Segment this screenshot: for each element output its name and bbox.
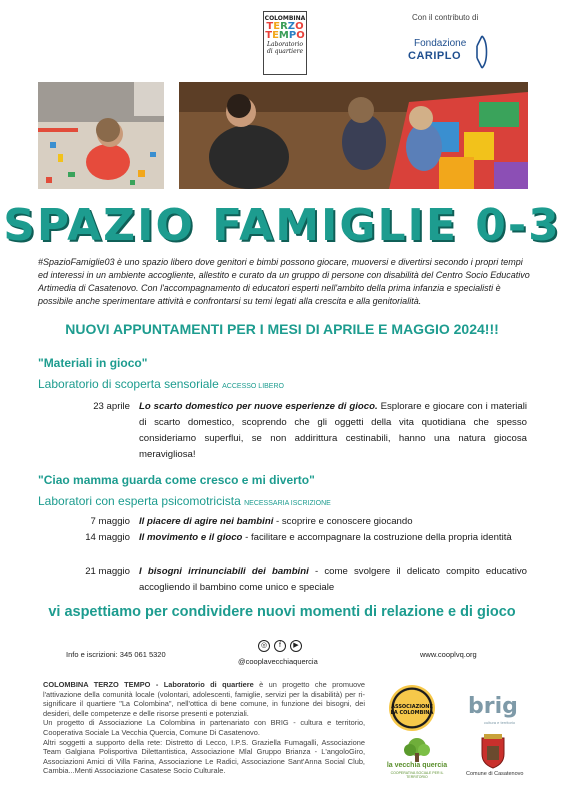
logo-tempo: TEMPO [265,30,305,41]
section-subtitle-sensoriale [38,377,284,391]
logo-terzo: TERZO [266,21,304,32]
access-tag: ACCESSO LIBERO [222,383,284,390]
logo-line-2: di quartiere [266,48,304,55]
appointments-heading: NUOVI APPUNTAMENTI PER I MESI DI APRILE E MAGGIO 2024!!! [65,321,499,337]
cariplo-line-1: Fondazione [414,38,467,49]
event-text: - scoprire e conoscere giocando [273,516,413,527]
cariplo-mark-icon [474,34,490,70]
logo-top-text: COLOMBINA [264,15,306,22]
event-description [139,399,527,463]
event-text: Esplorare e giocare con i materiali di scarto domestico, scoprendo che gli oggetti della vita quotidiana che spesso consideriamo superflui, se non addirittura cestinabili, hanno una natura giocosa meravigliosa! [139,401,527,460]
footer-project-name: COLOMBINA TERZO TEMPO - Laboratorio di quartiere [43,680,254,689]
event-date: 21 maggio [85,566,130,577]
colombina-logo-text: ASSOCIAZIONE LA COLOMBINA [390,704,434,716]
la-vecchia-quercia-logo [382,737,452,777]
comune-label: Comune di Casatenovo [466,771,524,777]
subtitle-text: Laboratorio di scoperta sensoriale [38,377,219,391]
event-title: Lo scarto domestico per nuove esperienze di gioco. [139,401,378,412]
event-date: 7 maggio [90,516,130,527]
event-description [139,564,527,596]
fondazione-cariplo-logo [408,34,498,70]
photo-parents-and-toddlers [179,82,528,189]
subtitle-text: Laboratori con esperta psicomotricista [38,494,241,508]
footer-text: è un progetto che promuove l'attivazione della comunità locale (volontari, adolescenti, famiglie, servizi per la disabilità) per ri-significare il quartiere "La Colombina", nell'ottica di bene comune, in funzione dei bisogni, dei desideri, delle competenze e delle risorse presenti e potenziali. [43,680,366,718]
website-link[interactable]: www.cooplvq.org [420,650,477,659]
event-description [139,530,527,546]
social-handle[interactable]: @cooplavecchiaquercia [238,657,318,666]
youtube-icon[interactable]: ▶ [290,640,302,652]
instagram-icon[interactable]: ◎ [258,640,270,652]
contribution-label: Con il contributo di [412,13,479,22]
footer-description [43,680,365,776]
section-title-materiali: "Materiali in gioco" [38,356,148,370]
tree-icon [382,737,452,763]
event-text: - come svolgere il delicato compito educativo accogliendo il bambino come unico e speciale [139,566,527,593]
brig-logo-text: brig [468,694,518,719]
event-date: 23 aprile [93,401,130,412]
brig-logo-sub: cultura e territorio [484,720,516,725]
section-title-ciao-mamma: "Ciao mamma guarda come cresco e mi diverto" [38,473,315,487]
event-description [139,514,527,530]
lvq-logo-sub: COOPERATIVA SOCIALE PER IL TERRITORIO [390,771,444,779]
info-phone: Info e iscrizioni: 345 061 5320 [66,650,166,659]
closing-message: vi aspettiamo per condividere nuovi momenti di relazione e di gioco [48,604,516,620]
event-date: 14 maggio [85,532,130,543]
casatenovo-crest-icon [478,734,508,770]
registration-tag: NECESSARIA ISCRIZIONE [244,500,331,507]
page-title: SPAZIO FAMIGLIE 0-3 [3,200,561,251]
event-title: Il movimento e il gioco [139,532,243,543]
colombina-terzo-tempo-logo [263,11,307,75]
event-title: Il piacere di agire nei bambini [139,516,274,527]
associazione-colombina-logo [389,685,435,731]
event-text: - facilitare e accompagnare la costruzione della propria identità [242,532,512,543]
lvq-logo-text: la vecchia quercia [386,762,448,769]
facebook-icon[interactable]: f [274,640,286,652]
photo-child-playing-blocks [38,82,164,189]
cariplo-line-2: CARIPLO [408,50,461,62]
brig-logo [464,690,520,728]
intro-paragraph: #SpazioFamiglie03 è uno spazio libero dove genitori e bimbi possono giocare, muoversi e divertirsi secondo i propri tempi ed interessi in un ambiente accogliente, allestito e curato da un gruppo di persone con disabilità del Centro Socio Educativo Artimedia di Casatenovo. Con l'accompagnamento di educatori esperti nell'ambito della prima infanzia e specialisti è possibile anche sperimentare attività e confrontarsi su temi legati alla crescita e alla genitorialità. [38,257,530,306]
event-title: I bisogni irrinunciabili dei bambini [139,566,309,577]
section-subtitle-psicomotricista [38,494,331,508]
social-icons [258,640,302,652]
footer-partners: Un progetto di Associazione La Colombina in partenariato con BRIG - cultura e territorio, Cooperativa Sociale La Vecchia Quercia, Comune Di Casatenovo. [43,718,365,737]
logo-line-1: Laboratorio [267,41,303,48]
footer-supporters: Altri soggetti a supporto della rete: Distretto di Lecco, I.P.S. Graziella Fumagalli, Associazione Team Galgiana Polisportiva Dilettantistica, Associazione Mlal Gruppo Brianza - L'angoloGiro, Associazioni Amici di Villa Farina, Associazione Le Radici, Associazione Sant'Anna Social Club, Cambia...Menti Associazione Casatese Socio Culturale. [43,737,365,776]
